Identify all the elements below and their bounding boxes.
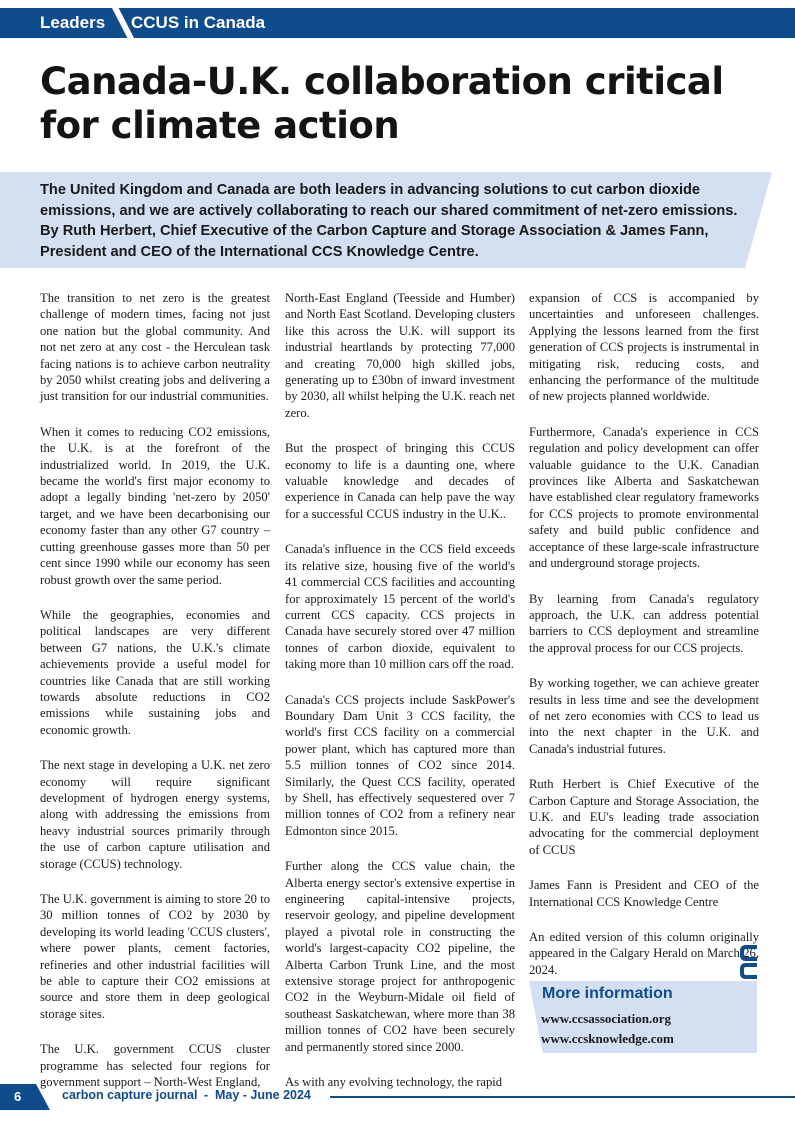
paragraph: The U.K. government is aiming to store 20 to 30 million tonnes of CO2 by 2030 by developing its world leading 'CCUS clusters', where power plants, cement factories, refineries and other industrial facilities will be able to capture their CO2 emissions at source and store them in deep geological storage sites. [40, 892, 270, 1021]
paragraph: Furthermore, Canada's experience in CCS regulation and policy development can offer valuable guidance to the U.K. Canadian provinces like Alberta and Saskatchewan have established clear regulatory frameworks for CCS projects to promote environmental safety and build public confidence and acceptance of these large-scale infrastructure and underground storage projects. [529, 424, 759, 571]
paragraph: Further along the CCS value chain, the Alberta energy sector's extensive expertise in engineering capital-intensive projects, reservoir geology, and pipeline development played a pivotal role in constructing the world's largest-capacity CO2 pipeline, the Alberta Carbon Trunk Line, and the most extensive storage project for anthropogenic CO2 in the Weyburn-Midale oil field of southeast Saskatchewan, where more than 38 million tonnes of CO2 have been securely and permanently stored since 2000. [285, 859, 515, 1054]
article-column-2 [285, 290, 515, 1109]
cc-logo-icon [739, 944, 759, 980]
source-note: An edited version of this column originally appeared in the Calgary Herald on March 26, 2024. [529, 930, 759, 977]
link-ccsknowledge[interactable]: www.ccsknowledge.com [541, 1031, 674, 1046]
article-column-3 [529, 290, 759, 997]
paragraph: When it comes to reducing CO2 emissions, the U.K. is at the forefront of the industrialized world. In 2019, the U.K. became the world's first major economy to adopt a legally binding 'net-zero by 2050' target, and we have been decarbonising our economy faster than any other G7 country – cutting greenhouse gasses more than 50 per cent since 1990 while our economy has seen robust growth over the same period. [40, 424, 270, 587]
section-label: Leaders [40, 13, 106, 32]
paragraph: As with any evolving technology, the rapid [285, 1075, 503, 1090]
author-bio-herbert: Ruth Herbert is Chief Executive of the Carbon Capture and Storage Association, the U.K. and EU's leading trade association advocating for the commercial deployment of CCUS [529, 777, 759, 857]
paragraph: North-East England (Teesside and Humber) and North East Scotland. Developing clusters like this across the U.K. will support its industrial heartlands by protecting 77,000 and creating 70,000 high skilled jobs, generating up to £30bn of inward investment by 2030, all whilst helping the U.K. reach net zero. [285, 291, 515, 420]
publication-name: carbon capture journal [62, 1088, 198, 1102]
paragraph: By learning from Canada's regulatory approach, the U.K. can address potential barriers to CCS deployment and streamline the approval process for our CCS projects. [529, 591, 759, 655]
author-bio-fann: James Fann is President and CEO of the International CCS Knowledge Centre [529, 878, 759, 909]
more-info-title: More information [542, 985, 673, 1002]
paragraph: Canada's CCS projects include SaskPower's Boundary Dam Unit 3 CCS facility, the world's first CCS facility on a commercial power plant, which has captured more than 5.5 million tonnes of CO2 since 2014. Similarly, the Quest CCS facility, operated by Shell, has effectively sequestered over 7 million tonnes of CO2 from a refinery near Edmonton since 2015. [285, 692, 515, 838]
footer-separator: - [204, 1088, 209, 1102]
article-title: Canada-U.K. collaboration critical for climate action [40, 60, 724, 147]
paragraph: By working together, we can achieve greater results in less time and see the development of net zero economies with CCS to lead us into the next chapter in the U.K. and Canada's industrial futures. [529, 676, 759, 756]
paragraph: The transition to net zero is the greatest challenge of modern times, facing not just one nation but the global community. And not net zero at any cost - the Herculean task facing nations is to achieve carbon neutrality by 2050 whilst creating jobs and delivering a just transition for our industrial communities. [40, 291, 270, 404]
paragraph: expansion of CCS is accompanied by uncertainties and unforeseen challenges. Applying the lessons learned from the first generation of CCS projects is instrumental in mitigating risk, reducing costs, and enhancing the performance of the multitude of new projects planned worldwide. [529, 291, 759, 404]
link-ccsassociation[interactable]: www.ccsassociation.org [541, 1011, 671, 1026]
paragraph: But the prospect of bringing this CCUS economy to life is a daunting one, where valuable knowledge and decades of experience in Canada can help pave the way for a successful CCUS industry in the U.K.. [285, 441, 515, 521]
paragraph: While the geographies, economies and political landscapes are very different between G7 nations, the U.K.'s climate achievements provide a useful model for countries like Canada that are still working towards absolute reductions in CO2 emissions while sustaining jobs and economic growth. [40, 607, 270, 737]
paragraph: Canada's influence in the CCS field exceeds its relative size, housing five of the world's 41 commercial CCS facilities and accounting for approximately 15 percent of the world's current CCS capacity. CCS projects in Canada have securely stored over 47 million tonnes of carbon dioxide, equivalent to taking more than 10 million cars off the road. [285, 542, 515, 672]
page-number: 6 [14, 1089, 22, 1104]
paragraph: The next stage in developing a U.K. net zero economy will require significant development of hydrogen energy systems, along with addressing the emissions from heavy industrial sources primarily through the use of carbon capture utilisation and storage (CCUS) technology. [40, 758, 270, 871]
article-column-1 [40, 290, 270, 1109]
footer-rule [330, 1096, 795, 1098]
topic-label: CCUS in Canada [131, 13, 266, 32]
article-standfirst: The United Kingdom and Canada are both leaders in advancing solutions to cut carbon dioxide emissions, and we are actively collaborating to reach our shared commitment of net-zero emissions. By Ruth Herbert, Chief Executive of the Carbon Capture and Storage Association & James Fann, President and CEO of the International CCS Knowledge Centre. [40, 182, 738, 260]
paragraph: The U.K. government CCUS cluster programme has selected four regions for government support – North-West England, [40, 1042, 270, 1090]
issue-date: May - June 2024 [215, 1088, 311, 1102]
